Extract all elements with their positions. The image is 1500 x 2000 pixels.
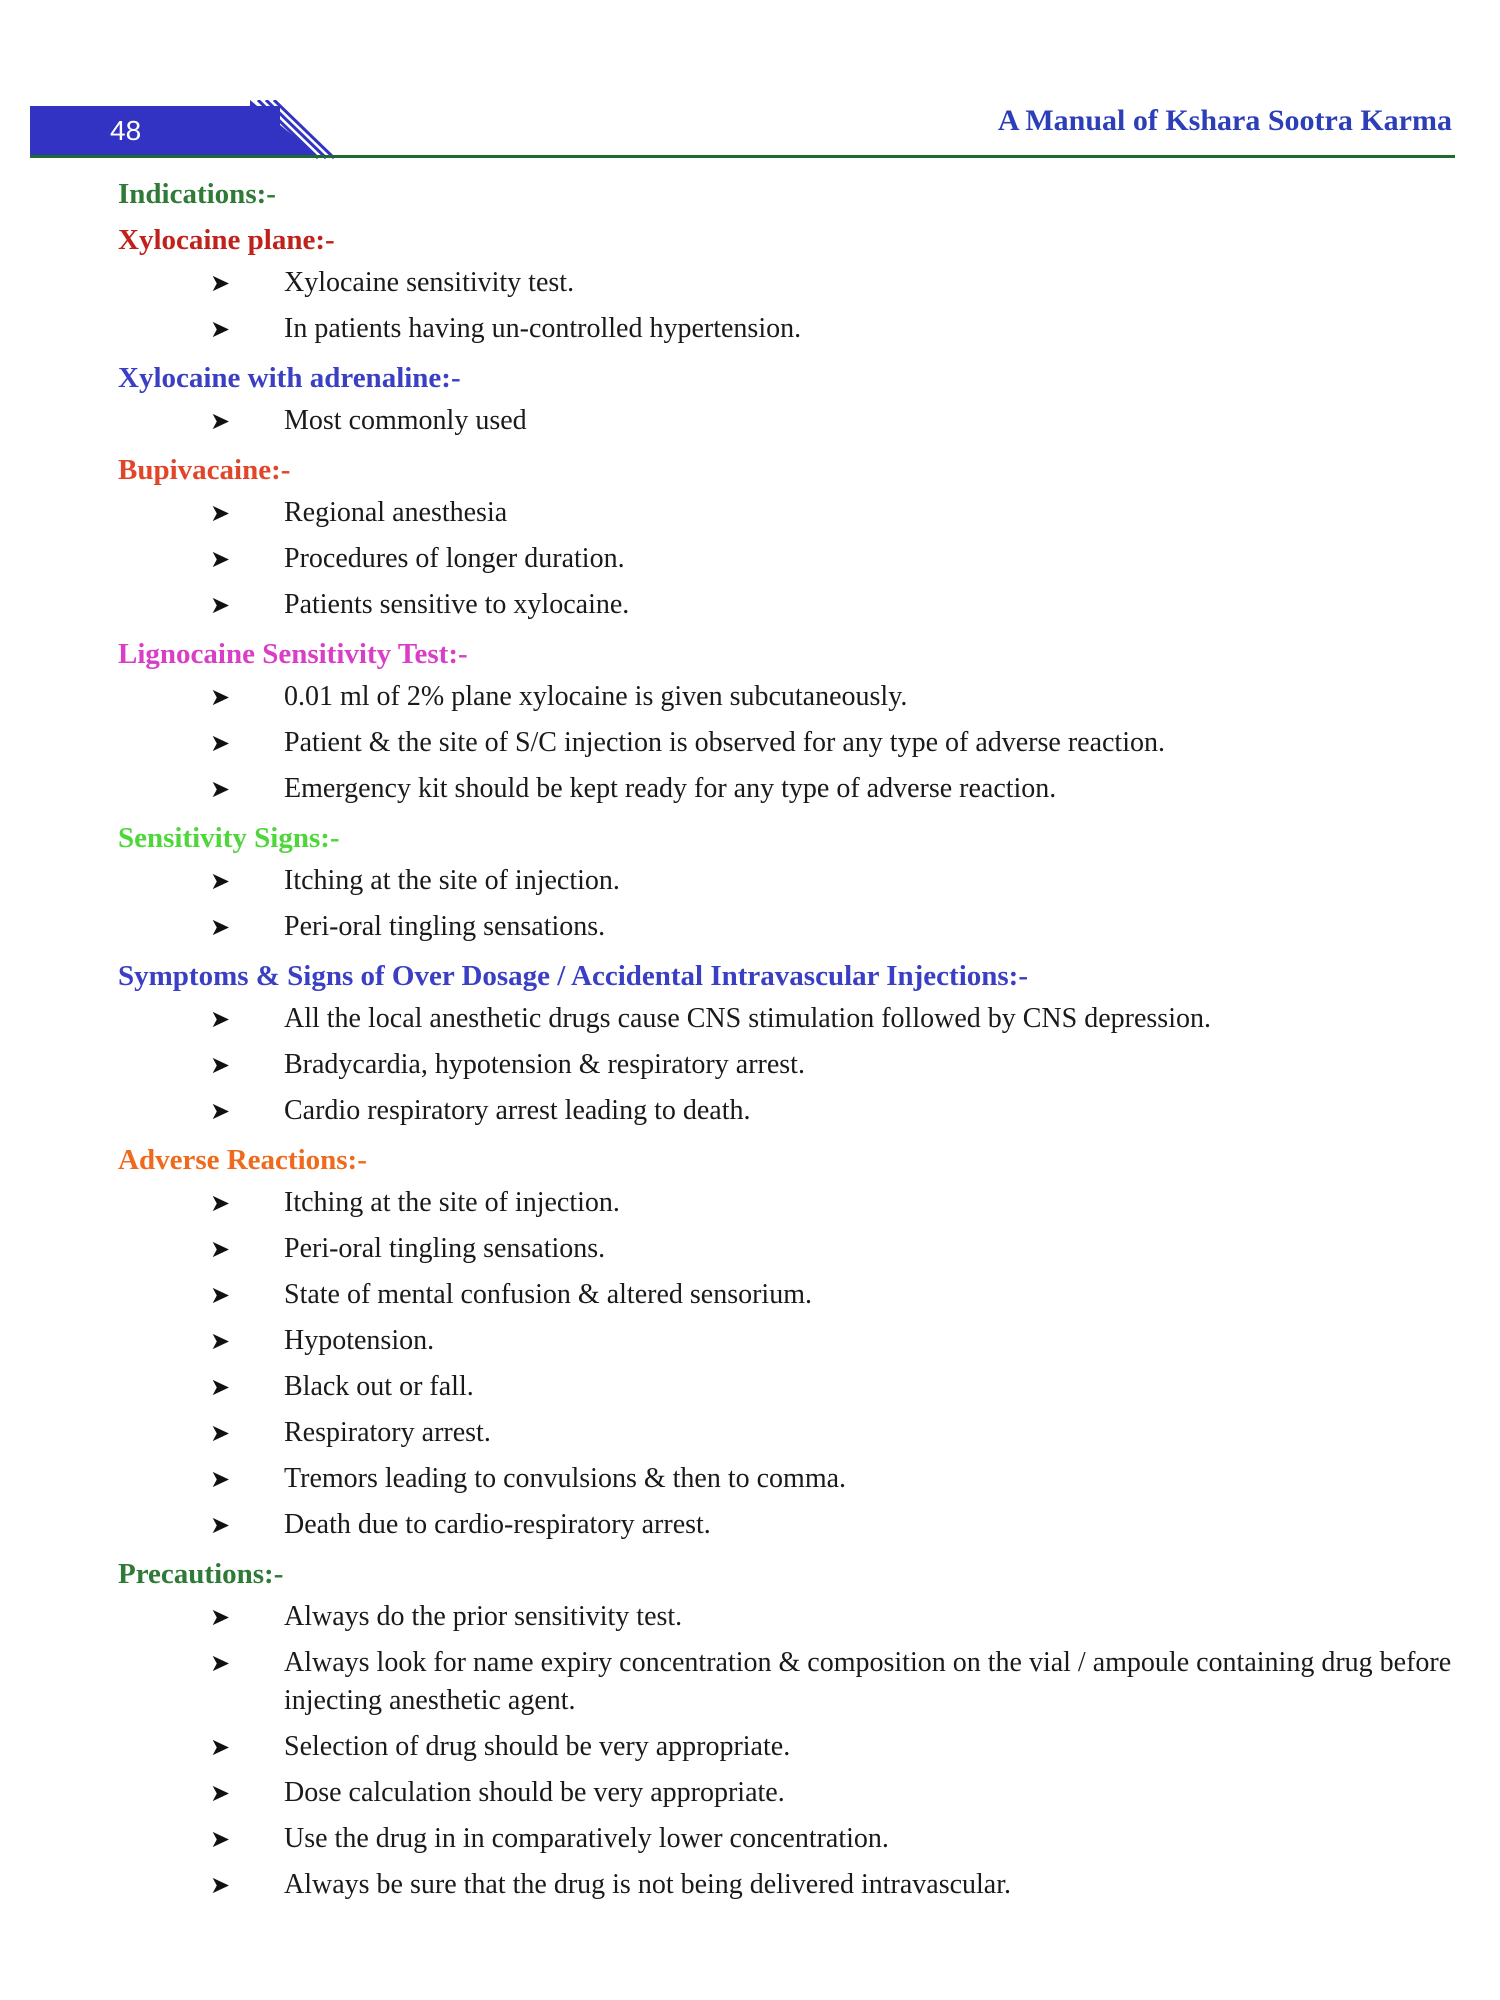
list-item: [118, 494, 1458, 540]
list-item: [118, 1644, 1458, 1728]
arrow-bullet-icon: ➤: [210, 1097, 231, 1125]
list-item-text: Always do the prior sensitivity test.: [284, 1601, 683, 1632]
section-heading: Precautions:-: [118, 1558, 284, 1590]
list-item: [118, 1322, 1458, 1368]
list-item-text: Procedures of longer duration.: [284, 543, 625, 574]
list-item-text: Always be sure that the drug is not being delivered intravascular.: [284, 1869, 1012, 1900]
list-item: [118, 678, 1458, 724]
list-item-text: Tremors leading to convulsions & then to comma.: [284, 1463, 847, 1494]
bullet-list: [118, 264, 1458, 356]
arrow-bullet-icon: ➤: [210, 1051, 231, 1079]
list-item-text: Patients sensitive to xylocaine.: [284, 589, 630, 620]
arrow-bullet-icon: ➤: [210, 1649, 231, 1677]
tab-stripes-decoration: [250, 100, 340, 160]
list-item: [118, 540, 1458, 586]
arrow-bullet-icon: ➤: [210, 867, 231, 895]
list-item: [118, 586, 1458, 632]
list-item-text: Black out or fall.: [284, 1371, 474, 1402]
list-item: [118, 310, 1458, 356]
list-item-text: Peri-oral tingling sensations.: [284, 1233, 606, 1264]
list-item: [118, 1866, 1458, 1912]
arrow-bullet-icon: ➤: [210, 1327, 231, 1355]
list-item-text: Selection of drug should be very appropriate.: [284, 1731, 791, 1762]
list-item-text: Bradycardia, hypotension & respiratory arrest.: [284, 1049, 805, 1080]
list-item: [118, 1368, 1458, 1414]
list-item-text: Xylocaine sensitivity test.: [284, 267, 575, 298]
list-item: [118, 264, 1458, 310]
page-number-tab: [30, 106, 280, 158]
list-item-text: Respiratory arrest.: [284, 1417, 491, 1448]
bullet-list: [118, 862, 1458, 954]
arrow-bullet-icon: ➤: [210, 913, 231, 941]
list-item-text: Emergency kit should be kept ready for any type of adverse reaction.: [284, 773, 1057, 804]
list-item: [118, 1460, 1458, 1506]
list-item-text: Dose calculation should be very appropriate.: [284, 1777, 785, 1808]
section-heading: Xylocaine with adrenaline:-: [118, 362, 461, 394]
list-item-text: Use the drug in in comparatively lower concentration.: [284, 1823, 889, 1854]
list-item: [118, 1598, 1458, 1644]
page-number: 48: [110, 115, 142, 146]
arrow-bullet-icon: ➤: [210, 775, 231, 803]
list-item-text: Death due to cardio-respiratory arrest.: [284, 1509, 711, 1540]
arrow-bullet-icon: ➤: [210, 407, 231, 435]
list-item: [118, 1774, 1458, 1820]
list-item-text: Always look for name expiry concentration & composition on the vial / ampoule containing drug before injecting anesthetic agent.: [284, 1647, 1452, 1716]
list-item: [118, 1092, 1458, 1138]
section-heading: Bupivacaine:-: [118, 454, 291, 486]
list-item: [118, 1046, 1458, 1092]
section-heading: Symptoms & Signs of Over Dosage / Accidental Intravascular Injections:-: [118, 960, 1028, 992]
list-item: [118, 1000, 1458, 1046]
arrow-bullet-icon: ➤: [210, 1511, 231, 1539]
bullet-list: [118, 1184, 1458, 1552]
list-item: [118, 1230, 1458, 1276]
arrow-bullet-icon: ➤: [210, 729, 231, 757]
arrow-bullet-icon: ➤: [210, 1419, 231, 1447]
list-item: [118, 1184, 1458, 1230]
section-heading: Indications:-: [118, 178, 276, 210]
list-item: [118, 908, 1458, 954]
arrow-bullet-icon: ➤: [210, 1281, 231, 1309]
arrow-bullet-icon: ➤: [210, 1235, 231, 1263]
arrow-bullet-icon: ➤: [210, 545, 231, 573]
arrow-bullet-icon: ➤: [210, 591, 231, 619]
arrow-bullet-icon: ➤: [210, 683, 231, 711]
list-item: [118, 770, 1458, 816]
list-item-text: Patient & the site of S/C injection is observed for any type of adverse reaction.: [284, 727, 1165, 758]
list-item-text: Cardio respiratory arrest leading to death.: [284, 1095, 751, 1126]
arrow-bullet-icon: ➤: [210, 499, 231, 527]
header-divider: [30, 155, 1455, 158]
arrow-bullet-icon: ➤: [210, 1825, 231, 1853]
list-item-text: Itching at the site of injection.: [284, 865, 620, 896]
arrow-bullet-icon: ➤: [210, 1465, 231, 1493]
bullet-list: [118, 402, 1458, 448]
arrow-bullet-icon: ➤: [210, 315, 231, 343]
list-item-text: State of mental confusion & altered sensorium.: [284, 1279, 812, 1310]
section-heading: Xylocaine plane:-: [118, 224, 335, 256]
list-item-text: Regional anesthesia: [284, 497, 508, 528]
bullet-list: [118, 678, 1458, 816]
arrow-bullet-icon: ➤: [210, 1373, 231, 1401]
book-title: A Manual of Kshara Sootra Karma: [997, 104, 1452, 137]
list-item: [118, 862, 1458, 908]
bullet-list: [118, 1598, 1458, 1912]
arrow-bullet-icon: ➤: [210, 1603, 231, 1631]
list-item: [118, 724, 1458, 770]
arrow-bullet-icon: ➤: [210, 1779, 231, 1807]
list-item-text: Most commonly used: [284, 405, 527, 436]
list-item: [118, 1506, 1458, 1552]
bullet-list: [118, 1000, 1458, 1138]
list-item-text: Itching at the site of injection.: [284, 1187, 620, 1218]
arrow-bullet-icon: ➤: [210, 1005, 231, 1033]
list-item: [118, 1728, 1458, 1774]
arrow-bullet-icon: ➤: [210, 1871, 231, 1899]
arrow-bullet-icon: ➤: [210, 1189, 231, 1217]
section-heading: Sensitivity Signs:-: [118, 822, 340, 854]
list-item: [118, 1820, 1458, 1866]
page-content: [118, 172, 1458, 1912]
list-item: [118, 1414, 1458, 1460]
list-item-text: 0.01 ml of 2% plane xylocaine is given subcutaneously.: [284, 681, 908, 712]
list-item-text: Peri-oral tingling sensations.: [284, 911, 606, 942]
bullet-list: [118, 494, 1458, 632]
arrow-bullet-icon: ➤: [210, 1733, 231, 1761]
list-item-text: Hypotension.: [284, 1325, 435, 1356]
section-heading: Adverse Reactions:-: [118, 1144, 367, 1176]
list-item-text: In patients having un-controlled hypertension.: [284, 313, 802, 344]
list-item: [118, 402, 1458, 448]
section-heading: Lignocaine Sensitivity Test:-: [118, 638, 468, 670]
arrow-bullet-icon: ➤: [210, 269, 231, 297]
list-item-text: All the local anesthetic drugs cause CNS stimulation followed by CNS depression.: [284, 1003, 1211, 1034]
list-item: [118, 1276, 1458, 1322]
